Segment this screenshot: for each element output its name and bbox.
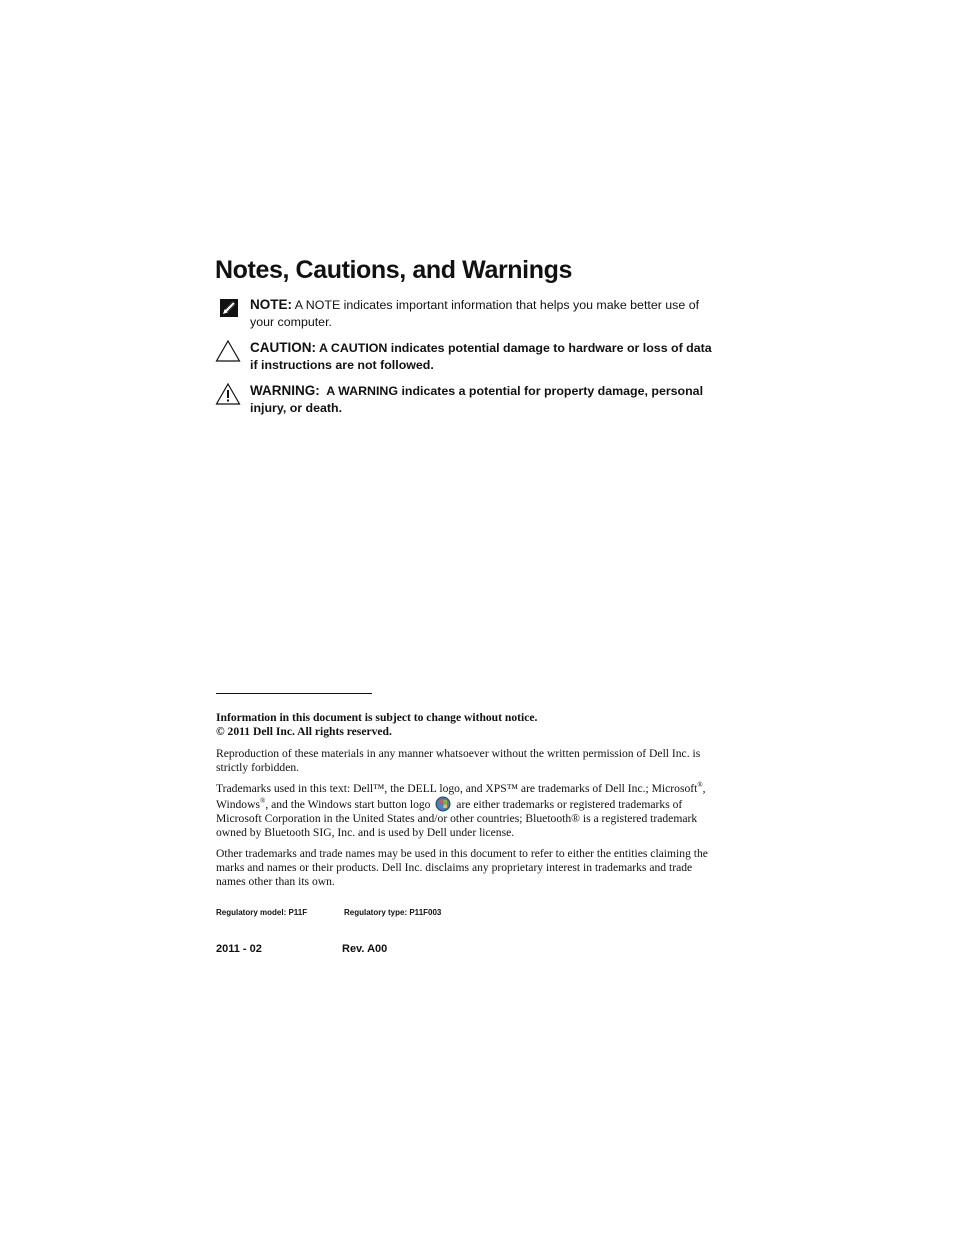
warning-text	[250, 382, 715, 417]
copyright: © 2011 Dell Inc. All rights reserved.	[216, 725, 392, 738]
warning-block	[215, 382, 715, 417]
trademarks-notice	[216, 782, 716, 840]
note-pencil-icon	[215, 296, 241, 322]
reproduction-notice: Reproduction of these materials in any manner whatsoever without the written permission of Dell Inc. is strictly forbidden.	[216, 747, 701, 774]
note-label: NOTE:	[250, 297, 292, 312]
regulatory-type: Regulatory type: P11F003	[344, 908, 442, 917]
trademarks-text-3: , and the Windows start button logo	[265, 798, 431, 811]
windows-start-logo-icon	[435, 796, 451, 812]
caution-label: CAUTION:	[250, 340, 316, 355]
warning-triangle-icon	[215, 382, 241, 408]
trademarks-text-1: Trademarks used in this text: Dell™, the DELL logo, and XPS™ are trademarks of Dell Inc.; Microsoft	[216, 782, 698, 795]
other-trademarks-notice: Other trademarks and trade names may be used in this document to refer to either the entities claiming the marks and names or their products. Dell Inc. disclaims any proprietary interest in trademarks and trade names other than its own.	[216, 847, 708, 888]
trademarks-text-2: , Windows	[216, 782, 706, 811]
caution-text	[250, 339, 715, 374]
note-text	[250, 296, 715, 331]
regulatory-model: Regulatory model: P11F	[216, 908, 308, 917]
caution-message: A CAUTION indicates potential damage to hardware or loss of data if instructions are not followed.	[250, 341, 712, 372]
caution-triangle-icon	[215, 339, 241, 365]
registered-mark: ®	[697, 781, 703, 790]
note-block	[215, 296, 715, 331]
warning-message: A WARNING indicates a potential for property damage, personal injury, or death.	[250, 384, 704, 415]
revision-number: Rev. A00	[342, 943, 388, 955]
caution-block	[215, 339, 715, 374]
note-message: A NOTE indicates important information that helps you make better use of your computer.	[250, 298, 700, 329]
revision-date: 2011 - 02	[216, 943, 262, 955]
legal-notice	[216, 711, 716, 739]
change-notice: Information in this document is subject to change without notice.	[216, 711, 538, 724]
page-title: Notes, Cautions, and Warnings	[215, 256, 572, 284]
warning-label: WARNING:	[250, 383, 320, 398]
footnote-divider	[216, 693, 372, 694]
trademarks-text-4: are either trademarks or registered trademarks of Microsoft Corporation in the United States and/or other countries; Bluetooth® is a registered trademark owned by Bluetooth SIG, Inc. and is used by Dell under license.	[216, 798, 698, 839]
registered-mark: ®	[259, 797, 266, 806]
